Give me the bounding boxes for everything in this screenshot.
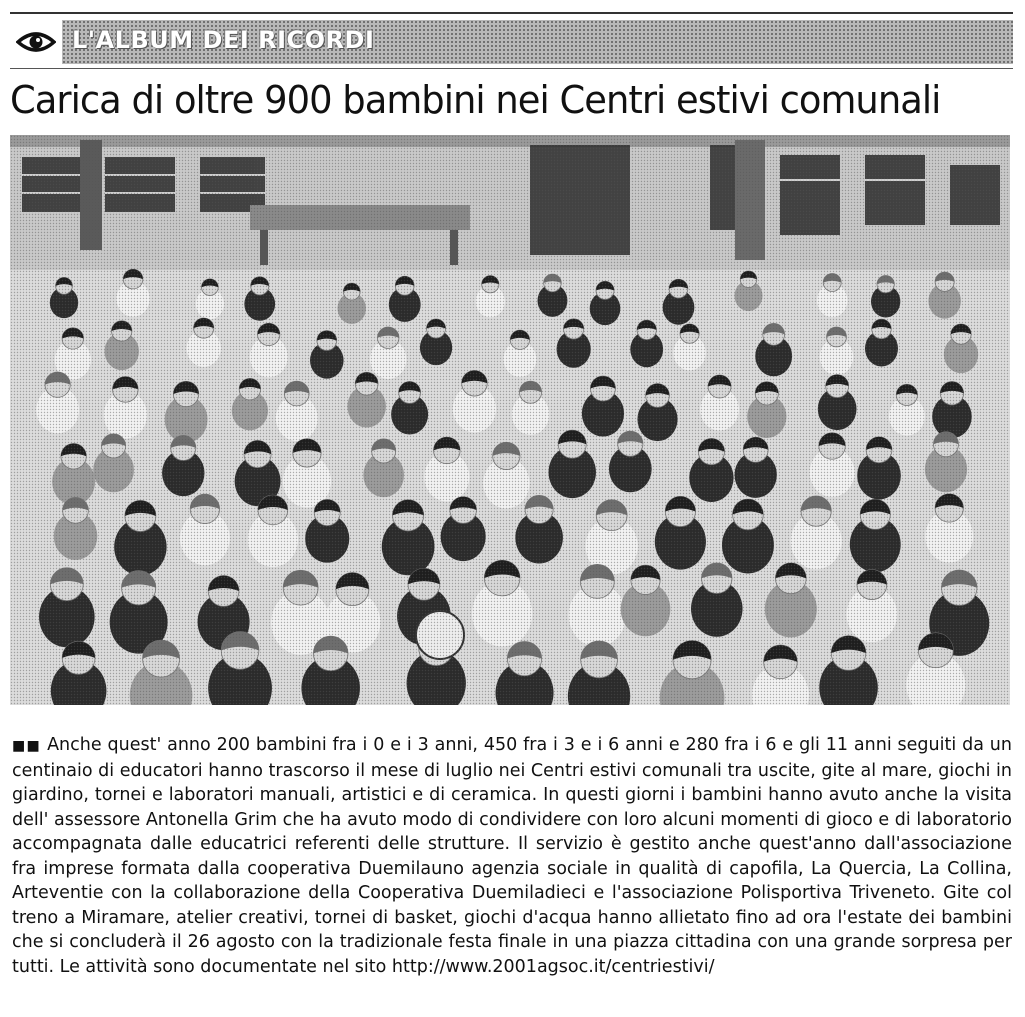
article-headline: Carica di oltre 900 bambini nei Centri estivi comunali: [10, 78, 941, 122]
top-rule: [10, 12, 1013, 14]
section-banner: [10, 20, 1013, 64]
banner-rule: [10, 68, 1013, 69]
bullet-marks: ■■: [12, 738, 42, 754]
article-body-text: Anche quest' anno 200 bambini fra i 0 e i 3 anni, 450 fra i 3 e i 6 anni e 280 fra i 6 e gli 11 anni seguiti da un centinaio di educatori hanno trascorso il mese di luglio nei Centri estivi comunali tra uscite, gite al mare, giochi in giardino, tornei e laboratori manuali, artistici e di ceramica. In questi giorni i bambini hanno avuto anche la visita dell' assessore Antonella Grim che ha avuto modo di condividere con loro alcuni momenti di gioco e di laboratorio accompagnata dalle educatrici referenti delle strutture. Il servizio è gestito anche quest'anno dall'associazione fra imprese formata dalla cooperativa Duemilauno agenzia sociale in qualità di capofila, La Quercia, La Collina, Arteventie con la collaborazione della Cooperativa Duemiladieci e l'associazione Polisportiva Triveneto. Gite col treno a Miramare, atelier creativi, tornei di basket, giochi d'acqua hanno allietato fino ad ora l'estate dei bambini che si concluderà il 26 agosto con la tradizionale festa finale in una piazza cittadina con una grande sorpresa per tutti. Le attività sono documentate nel sito http://www.2001agsoc.it/centriestivi/: [12, 735, 1012, 977]
group-photo: [10, 135, 1010, 705]
eye-icon: [10, 20, 62, 64]
section-title: L'ALBUM DEI RICORDI: [72, 26, 375, 54]
article-body: [12, 733, 1012, 979]
